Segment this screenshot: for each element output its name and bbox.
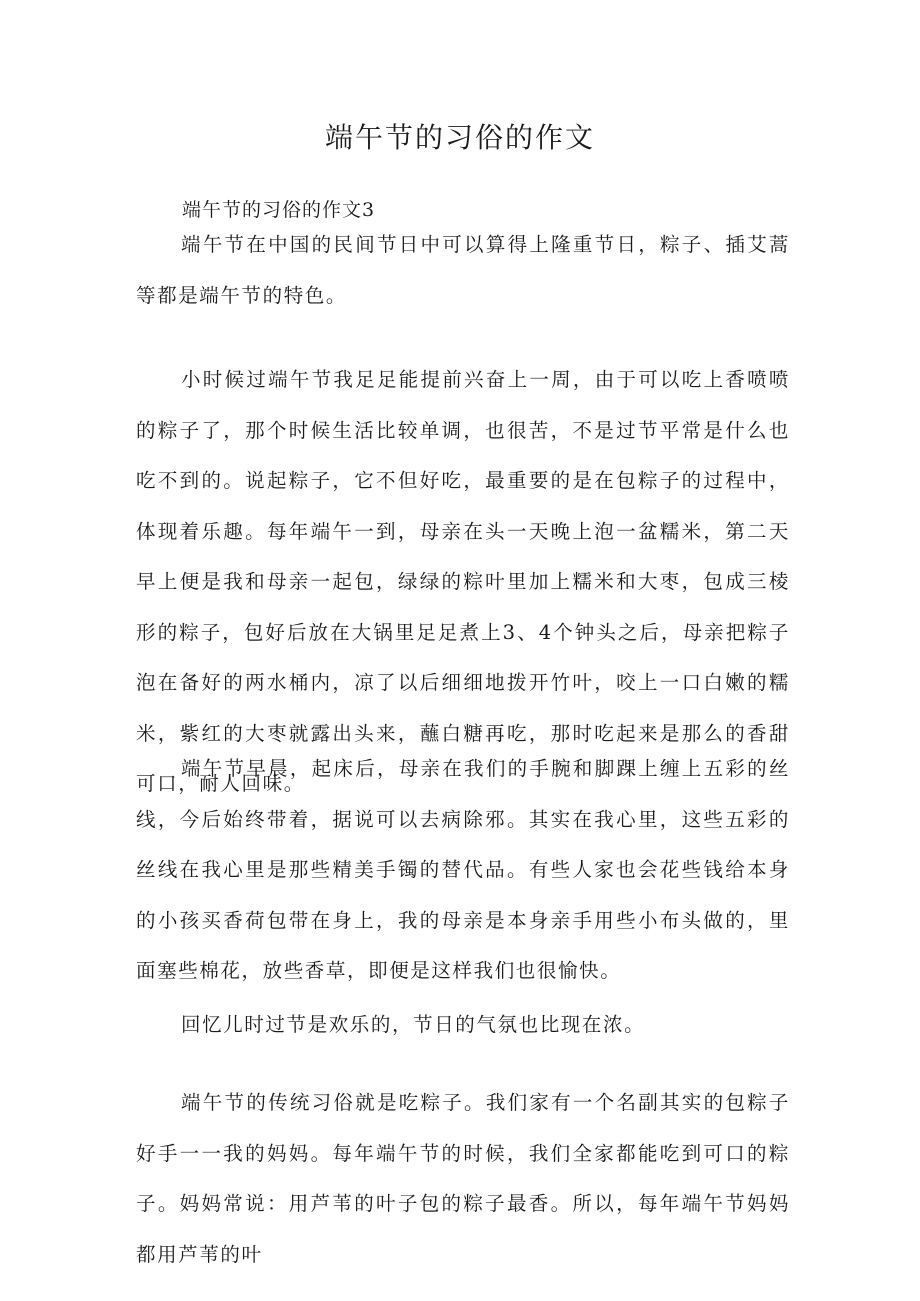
paragraph: 端午节在中国的民间节日中可以算得上隆重节日，粽子、插艾蒿等都是端午节的特色。 — [136, 233, 790, 307]
paragraph: 端午节早晨，起床后，母亲在我们的手腕和脚踝上缠上五彩的丝线，今后始终带着，据说可以去病除邪。其实在我心里，这些五彩的丝线在我心里是那些精美手镯的替代品。有些人家也会花些钱给本身的小孩买香荷包带在身上，我的母亲是本身亲手用些小布头做的，里面塞些棉花，放些香草，即便是这样我们也很愉快。 — [136, 757, 790, 982]
document-title: 端午节的习俗的作文 — [324, 121, 595, 154]
paragraph: 端午节的传统习俗就是吃粽子。我们家有一个名副其实的包粽子好手一一我的妈妈。每年端午节的时候，我们全家都能吃到可口的粽子。妈妈常说：用芦苇的叶子包的粽子最香。所以，每年端午节妈妈都用芦苇的叶 — [136, 1091, 790, 1266]
paragraph: 回忆儿时过节是欢乐的，节日的气氛也比现在浓。 — [181, 1013, 646, 1036]
paragraph: 小时候过端午节我足足能提前兴奋上一周，由于可以吃上香喷喷的粽子了，那个时候生活比较单调，也很苦，不是过节平常是什么也吃不到的。说起粽子，它不但好吃，最重要的是在包粽子的过程中，体现着乐趣。每年端午一到，母亲在头一天晚上泡一盆糯米，第二天早上便是我和母亲一起包，绿绿的粽叶里加上糯米和大枣，包成三棱形的粽子，包好后放在大锅里足足煮上3、4个钟头之后，母亲把粽子泡在备好的两水桶内，凉了以后细细地拨开竹叶，咬上一口白嫩的糯米，紫红的大枣就露出头来，蘸白糖再吃，那时吃起来是那么的香甜可口，耐人回味。 — [136, 368, 790, 795]
document-subtitle: 端午节的习俗的作文3 — [182, 199, 376, 221]
